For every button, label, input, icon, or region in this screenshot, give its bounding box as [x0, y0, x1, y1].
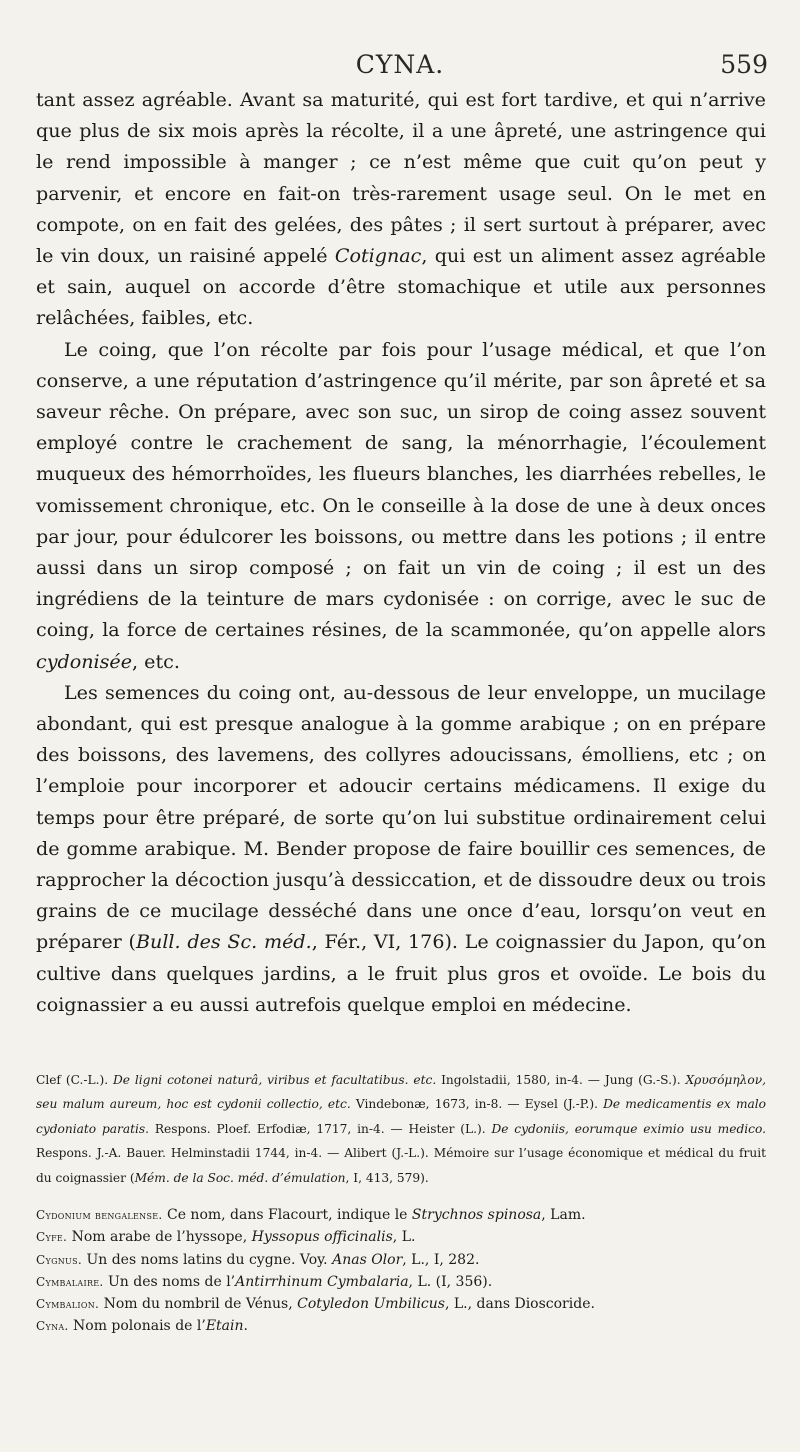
entry-text: .	[243, 1318, 248, 1335]
ref-text: Respons. Ploef. Erfodiæ, 1717, in-4. — Heister (L.).	[149, 1121, 492, 1136]
entry-head-word: Cydonium bengalense.	[36, 1208, 163, 1222]
entry-italic: Hyssopus officinalis	[251, 1229, 393, 1246]
entry-cydonium-bengalense	[36, 1204, 766, 1226]
main-text	[36, 84, 766, 1020]
entry-italic: Etain	[205, 1318, 244, 1335]
paragraph-text: Les semences du coing ont, au-dessous de leur enveloppe, un mucilage abondant, qui est presque analogue à la gomme arabique ; on en prépare des boissons, des lavemens, des collyres adoucissans, émolliens, etc ; on l’emploie pour incorporer et adoucir certains médicamens. Il exige du temps pour être préparé, de sorte qu’on lui substitue ordinairement celui de gomme arabique. M. Bender propose de faire bouillir ces semences, de rapprocher la décoction jusqu’à dessiccation, et de dissoudre deux ou trois grains de ce mucilage desséché dans une once d’eau, lorsqu’on veut en préparer (	[36, 680, 766, 954]
paragraph-text: Le coing, que l’on récolte par fois pour l’usage médical, et que l’on conserve, a une réputation d’astringence qu’il mérite, par son âpreté et sa saveur rêche. On prépare, avec son suc, un sirop de coing assez souvent employé contre le crachement de sang, la ménorrhagie, l’écoulement muqueux des hémorrhoïdes, les flueurs blanches, les diarrhées rebelles, le vomissement chronique, etc. On le conseille à la dose de une à deux onces par jour, pour édulcorer les boissons, ou mettre dans les potions ; il entre aussi dans un sirop composé ; on fait un vin de coing ; il est un des ingrédiens de la teinture de mars cydonisée : on corrige, avec le suc de coing, la force de certaines résines, de la scammonée, qu’on appelle alors	[36, 337, 766, 642]
ref-title: Mém. de la Soc. méd. d’émulation	[134, 1170, 346, 1185]
entry-head-word: Cyna.	[36, 1319, 69, 1334]
ref-text: Vindebonæ, 1673, in-8. — Eysel (J.-P.).	[350, 1097, 604, 1112]
ref-text: Respons. J.-A. Bauer. Helminstadii 1744, in-4. — Alibert (J.-L.). Mémoire sur l’usage économique et médical du fruit du coignassier (	[36, 1146, 766, 1185]
entry-cygnus	[36, 1249, 766, 1271]
entry-text: , L. (I, 356).	[408, 1273, 493, 1290]
entry-head-word: Cygnus.	[36, 1252, 82, 1267]
paragraph-fruit-uses	[36, 84, 766, 334]
ref-title: De medicamentis ex malo cydoniato paratis.	[36, 1097, 767, 1136]
entry-italic: Cotyledon Umbilicus	[297, 1296, 445, 1313]
entry-text: Nom du nombril de Vénus,	[99, 1296, 298, 1313]
ref-text: Ingolstadii, 1580, in-4. — Jung (G.-S.).	[436, 1073, 686, 1087]
entry-text: Nom polonais de l’	[68, 1318, 206, 1335]
entry-text: Un des noms de l’	[103, 1273, 236, 1290]
paragraph-text: , Fér., VI, 176). Le coignassier du Japon, qu’on cultive dans quelques jardins, a le fruit plus gros et ovoïde. Le bois du coignassier a eu aussi autrefois quelque emploi en médecine.	[36, 930, 766, 1016]
italic-term: Cotignac	[334, 244, 422, 268]
bibliography	[36, 1068, 766, 1190]
entry-text: Un des noms latins du cygne. Voy.	[82, 1251, 333, 1268]
italic-citation: Bull. des Sc. méd.	[136, 930, 312, 954]
ref-title: De ligni cotonei naturâ, viribus et facultatibus. etc.	[112, 1073, 437, 1087]
entry-cyna	[36, 1315, 766, 1337]
entry-head-word: Cyfe.	[36, 1230, 68, 1245]
running-head: CYNA.	[355, 50, 445, 79]
paragraph-text: , qui est un aliment assez agréable et sain, auquel on accorde d’être stomachique et utile aux personnes relâchées, faibles, etc.	[36, 244, 766, 330]
entry-cyfe	[36, 1226, 766, 1248]
entry-cymbalaire	[36, 1271, 766, 1293]
entry-text: Nom arabe de l’hyssope,	[67, 1229, 252, 1246]
ref-title: De cydoniis, eorumque eximio usu medico.	[491, 1121, 766, 1136]
ref-text: , I, 413, 579).	[345, 1170, 429, 1185]
entry-cymbalion	[36, 1293, 766, 1315]
entry-text: , L., dans Dioscoride.	[444, 1296, 595, 1313]
paragraph-seeds	[36, 677, 766, 1020]
entry-italic: Anas Olor	[332, 1251, 403, 1268]
ref-author: Clef (C.-L.).	[36, 1073, 113, 1087]
entry-text: , L., I, 282.	[402, 1251, 480, 1268]
entry-italic: Antirrhinum Cymbalaria	[235, 1273, 409, 1290]
page-number: 559	[720, 50, 768, 79]
entry-head-word: Cymbalaire.	[36, 1274, 104, 1289]
entry-text: , Lam.	[541, 1207, 586, 1223]
paragraph-text: tant assez agréable. Avant sa maturité, qui est fort tardive, et qui n’arrive que plus de six mois après la récolte, il a une âpreté, une astringence qui le rend impossible à manger ; ce n’est même que cuit qu’on peut y parvenir, et encore en fait-on très-rarement usage seul. On le met en compote, on en fait des gelées, des pâtes ; il sert surtout à préparer, avec le vin doux, un raisiné appelé	[36, 88, 766, 268]
entry-head-word: Cymbalion.	[36, 1297, 100, 1312]
paragraph-medical-uses	[36, 334, 766, 677]
italic-term: cydonisée	[36, 649, 133, 673]
dictionary-entries	[36, 1204, 766, 1338]
entry-text: , L.	[392, 1229, 416, 1246]
ref-title: Χρυσόμηλον, seu malum aureum, hoc est cydonii collectio, etc.	[36, 1073, 766, 1112]
paragraph-text: , etc.	[132, 649, 180, 673]
entry-italic: Strychnos spinosa	[411, 1207, 542, 1223]
entry-text: Ce nom, dans Flacourt, indique le	[162, 1207, 412, 1223]
